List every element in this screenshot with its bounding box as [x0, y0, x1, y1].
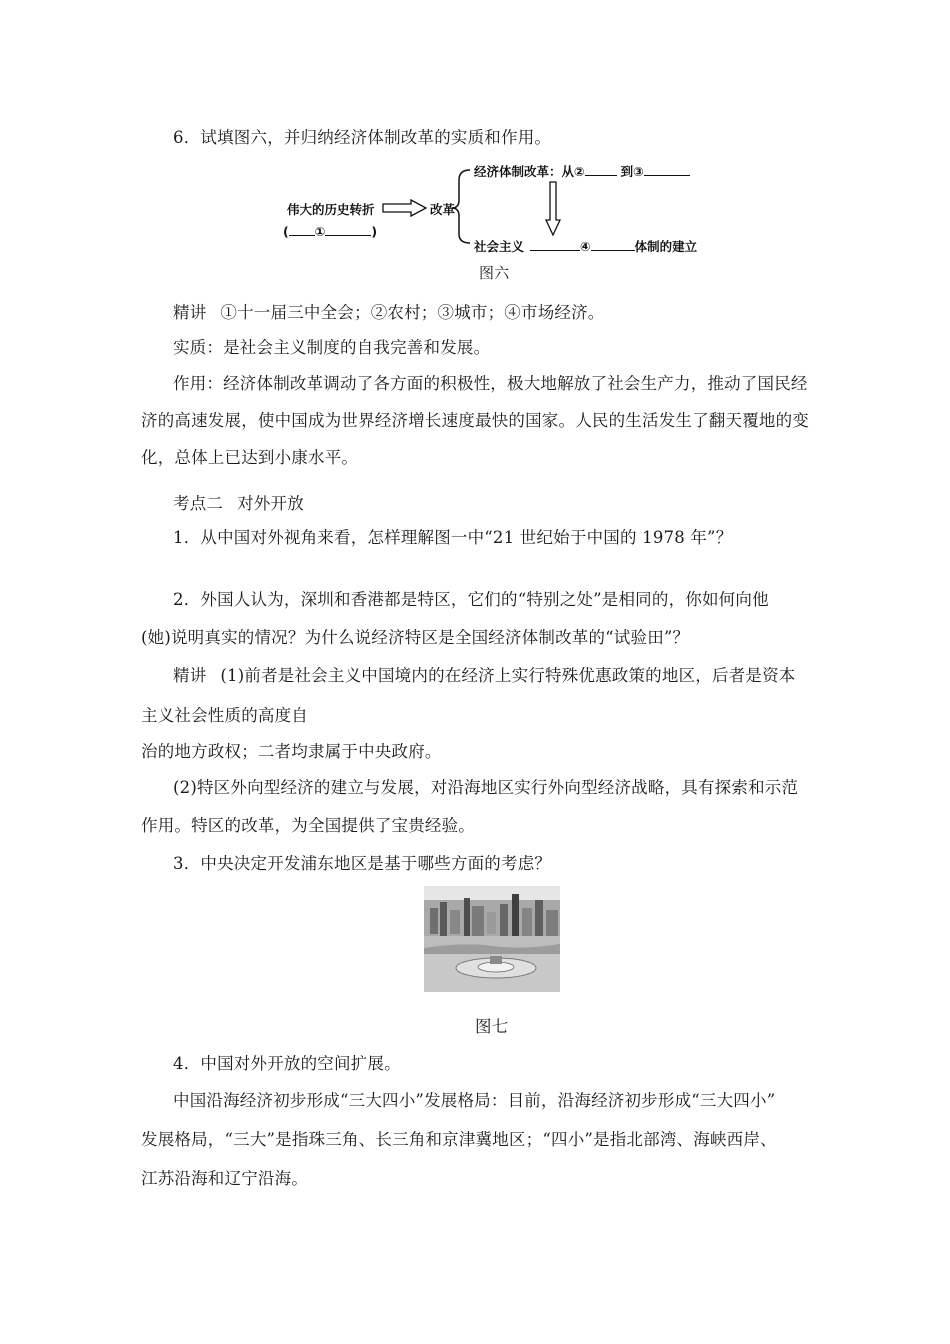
answer-6 [173, 299, 605, 323]
top-branch [474, 162, 690, 180]
figure-6-caption: 图六 [479, 264, 510, 282]
answer-6-label: 精讲 [173, 303, 207, 322]
answer-2-line: 作用。特区的改革，为全国提供了宝贵经验。 [141, 816, 475, 835]
city-aerial-image [424, 886, 560, 992]
answer-2-label: 精讲 [173, 666, 207, 685]
answer-6-text: ①十一届三中全会；②农村；③城市；④市场经济。 [220, 303, 605, 322]
figure-7-photo [424, 886, 560, 992]
answer-6-effect-line: 作用：经济体制改革调动了各方面的积极性，极大地解放了社会生产力，推动了国民经 [173, 374, 808, 393]
bottom-branch-prefix: 社会主义 [474, 239, 525, 254]
blank-1-number: ① [314, 224, 326, 239]
section-2-heading [173, 490, 304, 514]
answer-6-effect-line: 化，总体上已达到小康水平。 [141, 448, 359, 467]
bottom-branch [474, 237, 697, 255]
question-4: 4．中国对外开放的空间扩展。 [173, 1054, 401, 1073]
answer-2 [173, 662, 795, 686]
section-2-title: 对外开放 [237, 494, 304, 513]
blank-1 [283, 222, 377, 239]
question-2-line: (她)说明真实的情况？为什么说经济特区是全国经济体制改革的“试验田”？ [141, 628, 690, 647]
answer-6-effect-line: 济的高速发展，使中国成为世界经济增长速度最快的国家。人民的生活发生了翻天覆地的变 [141, 411, 809, 430]
question-6: 6．试填图六，并归纳经济体制改革的实质和作用。 [173, 128, 552, 147]
hollow-down-arrow-icon [546, 182, 560, 235]
section-2-label: 考点二 [173, 494, 224, 513]
answer-4-line: 江苏沿海和辽宁沿海。 [141, 1169, 308, 1188]
answer-2-first: (1)前者是社会主义中国境内的在经济上实行特殊优惠政策的地区，后者是资本 [220, 666, 796, 685]
turn-label: 伟大的历史转折 [287, 202, 375, 217]
answer-4-line: 中国沿海经济初步形成“三大四小”发展格局：目前，沿海经济初步形成“三大四小” [173, 1091, 776, 1110]
top-branch-prefix: 经济体制改革：从② [474, 164, 585, 179]
answer-2-line: (2)特区外向型经济的建立与发展，对沿海地区实行外向型经济战略，具有探索和示范 [173, 778, 799, 797]
blank-1-close: ) [371, 224, 378, 239]
question-1: 1．从中国对外视角来看，怎样理解图一中“21 世纪始于中国的 1978 年”？ [173, 528, 733, 547]
bottom-branch-number: ④ [580, 239, 591, 254]
top-branch-mid: 到③ [620, 164, 644, 179]
blank-1-open: ( [283, 224, 289, 239]
answer-4-line: 发展格局，“三大”是指珠三角、长三角和京津冀地区；“四小”是指北部湾、海峡西岸、 [141, 1130, 777, 1149]
answer-6-essence: 实质：是社会主义制度的自我完善和发展。 [173, 338, 491, 357]
reform-label: 改革 [430, 202, 456, 217]
answer-2-line: 主义社会性质的高度自 [141, 706, 308, 725]
bottom-branch-suffix: 体制的建立 [634, 239, 698, 254]
answer-2-line: 治的地方政权；二者均隶属于中央政府。 [141, 742, 442, 761]
question-2-line: 2．外国人认为，深圳和香港都是特区，它们的“特别之处”是相同的，你如何向他 [173, 590, 769, 609]
question-3: 3．中央决定开发浦东地区是基于哪些方面的考虑？ [173, 854, 552, 873]
figure-7-caption: 图七 [475, 1017, 509, 1036]
hollow-right-arrow-icon [383, 200, 426, 216]
